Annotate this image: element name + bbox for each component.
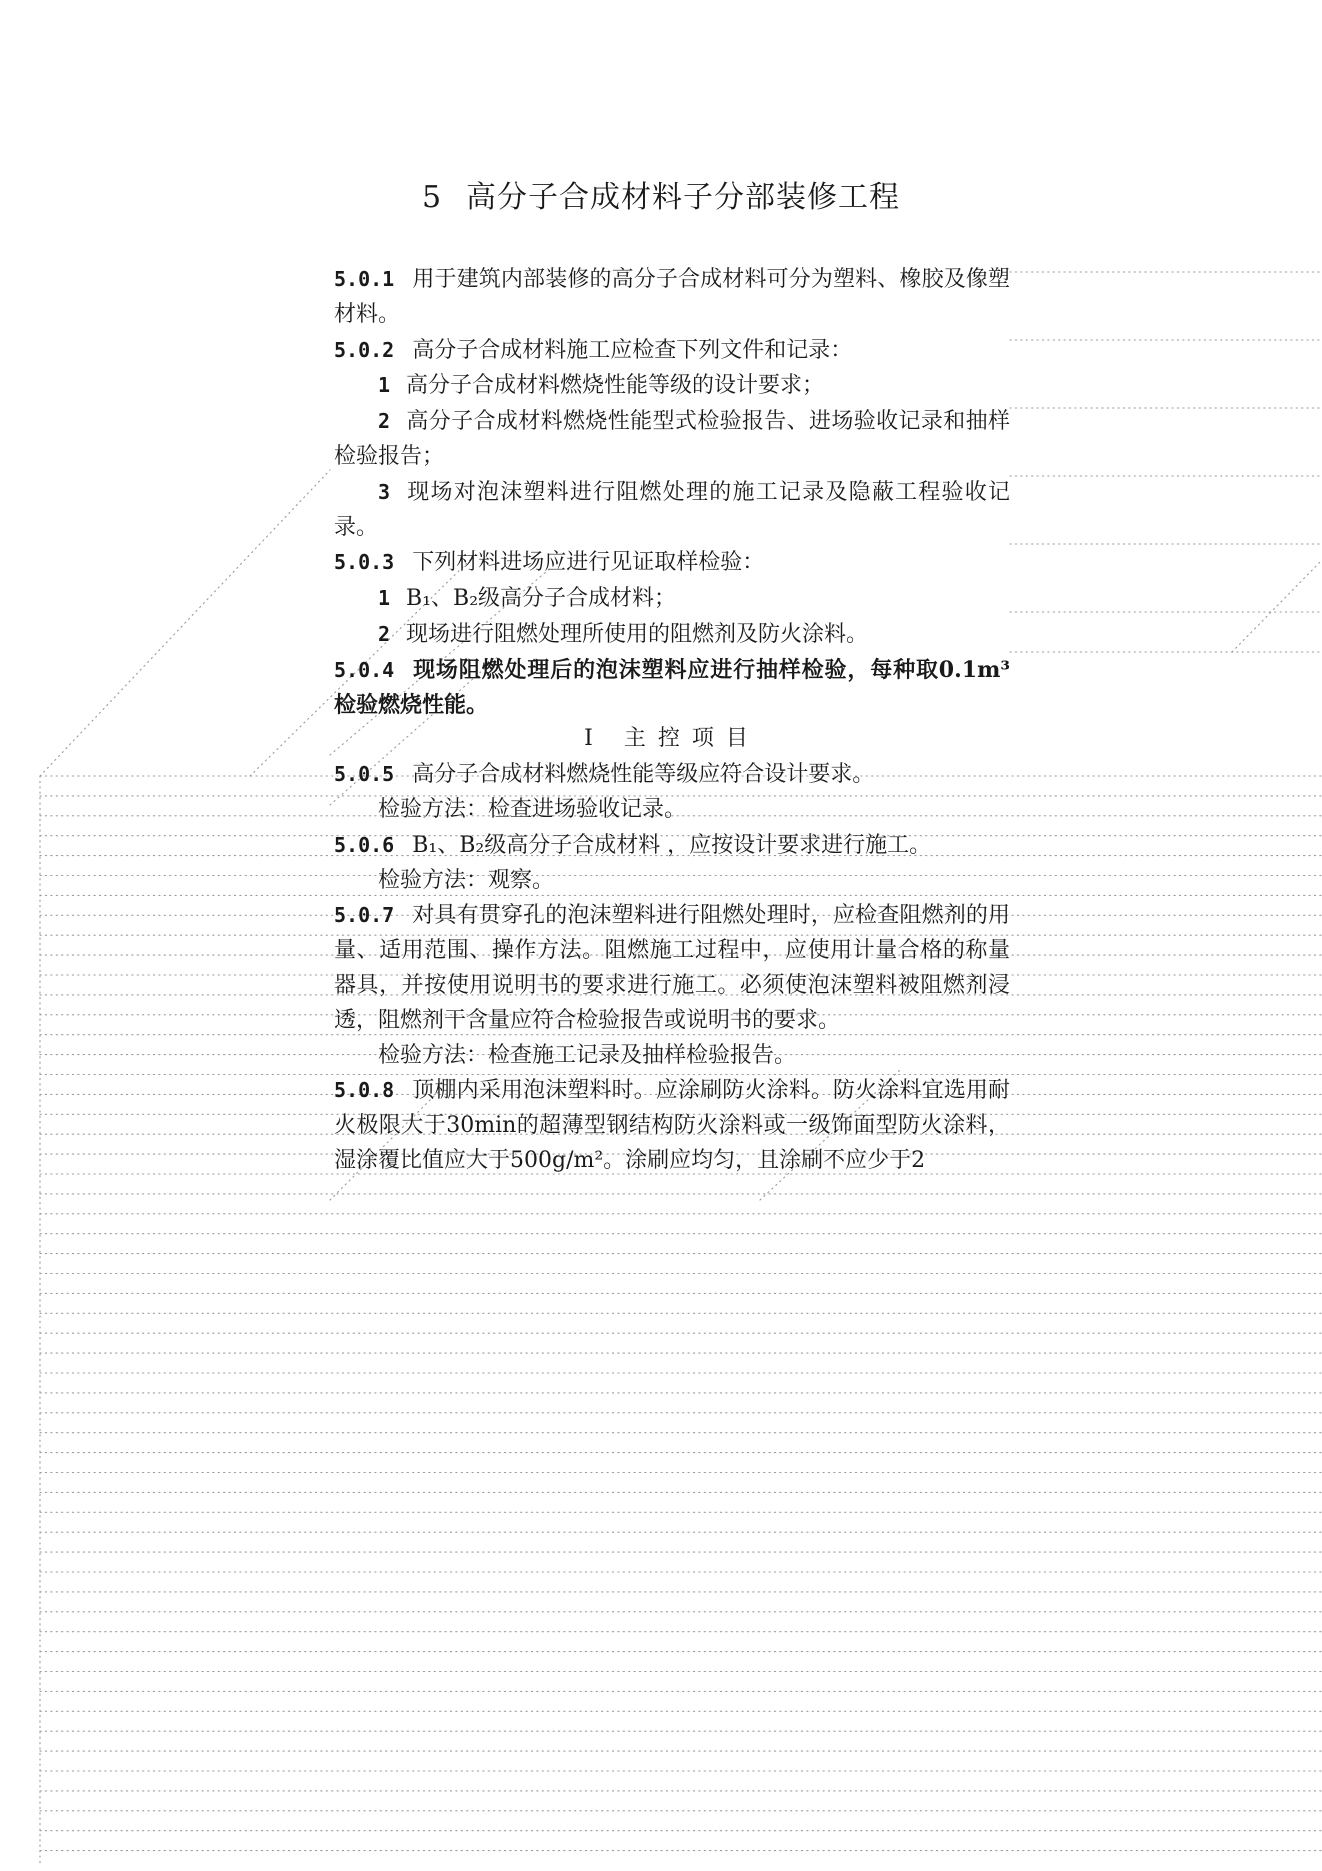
document-body xyxy=(334,262,1010,1179)
item-text: 高分子合成材料燃烧性能等级的设计要求； xyxy=(406,373,825,399)
clause-5-0-4 xyxy=(334,653,1010,723)
list-item xyxy=(334,581,1010,617)
inspection-method: 检验方法：检查进场验收记录。 xyxy=(378,796,687,822)
list-item xyxy=(334,617,1010,653)
clause-text: 下列材料进场应进行见证取样检验： xyxy=(412,550,765,576)
clause-number: 5.0.6 xyxy=(334,832,395,857)
item-text: 高分子合成材料燃烧性能型式检验报告、进场验收记录和抽样检验报告； xyxy=(334,409,1010,469)
item-text: 现场对泡沫塑料进行阻燃处理的施工记录及隐蔽工程验收记录。 xyxy=(334,479,1010,540)
clause-5-0-6 xyxy=(334,828,1010,864)
clause-text: 高分子合成材料燃烧性能等级应符合设计要求。 xyxy=(412,762,875,788)
clause-number: 5.0.1 xyxy=(334,267,395,291)
clause-text: B₁、B₂级高分子合成材料 ，应按设计要求进行施工。 xyxy=(412,832,932,858)
item-text: 现场进行阻燃处理所使用的阻燃剂及防火涂料。 xyxy=(406,621,869,647)
clause-5-0-8 xyxy=(334,1073,1010,1178)
item-number: 1 xyxy=(378,586,391,611)
clause-5-0-7 xyxy=(334,898,1010,1038)
clause-5-0-3 xyxy=(334,545,1010,581)
clause-text: 高分子合成材料施工应检查下列文件和记录： xyxy=(412,337,853,363)
inspection-method: 检验方法：检查施工记录及抽样检验报告。 xyxy=(378,1042,797,1068)
clause-number: 5.0.2 xyxy=(334,337,395,362)
item-number: 2 xyxy=(378,621,391,646)
clause-number: 5.0.8 xyxy=(334,1078,395,1103)
clause-number: 5.0.3 xyxy=(334,550,395,575)
clause-text: 顶棚内采用泡沫塑料时。应涂刷防火涂料。防火涂料宜选用耐火极限大于30min的超薄型钢结构防火涂料或一级饰面型防火涂料，湿涂覆比值应大于500g/m²。涂刷应均匀，且涂刷不应少于2 xyxy=(334,1078,1010,1173)
inspection-method: 检验方法：观察。 xyxy=(378,867,555,893)
chapter-title-text: 高分子合成材料子分部装修工程 xyxy=(466,180,901,215)
clause-number: 5.0.4 xyxy=(334,657,395,682)
chapter-title xyxy=(0,172,1322,216)
clause-number: 5.0.7 xyxy=(334,903,395,928)
clause-5-0-2 xyxy=(334,333,1010,369)
background-dot-line xyxy=(1232,560,1322,652)
clause-text: 用于建筑内部装修的高分子合成材料可分为塑料、橡胶及像塑材料。 xyxy=(334,267,1010,327)
item-number: 1 xyxy=(378,373,391,398)
clause-5-0-5 xyxy=(334,757,1010,793)
clause-text: 对具有贯穿孔的泡沫塑料进行阻燃处理时，应检查阻燃剂的用量、适用范围、操作方法。阻燃施工过程中，应使用计量合格的称量器具，并按使用说明书的要求进行施工。必须使泡沫塑料被阻燃剂浸透，阻燃剂干含量应符合检验报告或说明书的要求。 xyxy=(334,903,1010,1033)
clause-number: 5.0.5 xyxy=(334,762,395,787)
section-heading-main-items: Ⅰ 主控项目 xyxy=(584,726,760,752)
clause-5-0-1 xyxy=(334,262,1010,333)
list-item xyxy=(334,475,1010,546)
list-item xyxy=(334,404,1010,475)
list-item xyxy=(334,368,1010,404)
item-number: 2 xyxy=(378,409,391,434)
chapter-number: 5 xyxy=(421,180,443,215)
clause-text: 现场阻燃处理后的泡沫塑料应进行抽样检验，每种取0.1m³检验燃烧性能。 xyxy=(334,656,1010,718)
background-dot-line xyxy=(40,470,330,776)
item-number: 3 xyxy=(378,479,391,504)
item-text: B₁、B₂级高分子合成材料； xyxy=(406,586,677,612)
